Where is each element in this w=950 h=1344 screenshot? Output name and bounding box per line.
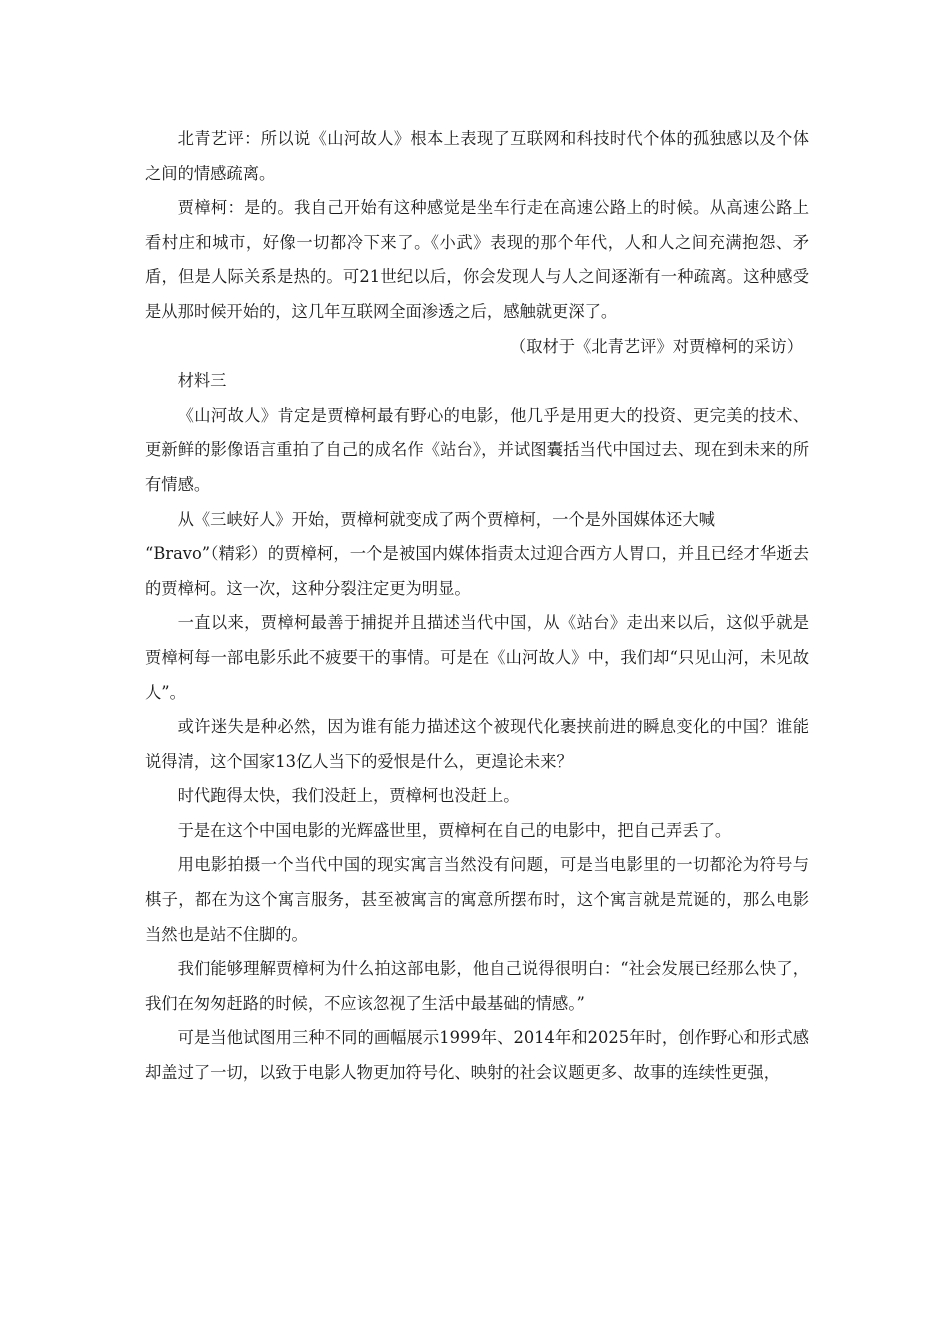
body-paragraph: 《山河故人》肯定是贾樟柯最有野心的电影，他几乎是用更大的投资、更完美的技术、更新鲜的影像语言重拍了自己的成名作《站台》，并试图囊括当代中国过去、现在到未来的所有情感。 (145, 405, 809, 494)
body-paragraph: 用电影拍摄一个当代中国的现实寓言当然没有问题，可是当电影里的一切都沦为符号与棋子，都在为这个寓言服务，甚至被寓言的寓意所摆布时，这个寓言就是荒诞的，那么电影当然也是站不住脚的。 (145, 855, 809, 944)
body-paragraph: 时代跑得太快，我们没赶上，贾樟柯也没赶上。 (177, 786, 520, 806)
source-citation: （取材于《北青艺评》对贾樟柯的采访） (509, 336, 803, 356)
body-paragraph: 从《三峡好人》开始，贾樟柯就变成了两个贾樟柯，一个是外国媒体还大喊 (177, 509, 715, 529)
interview-answer-paragraph: 贾樟柯：是的。我自己开始有这种感觉是坐车行走在高速公路上的时候。从高速公路上看村庄和城市，好像一切都冷下来了。《小武》表现的那个年代，人和人之间充满抱怨、矛盾，但是人际关系是热的。可21世纪以后，你会发现人与人之间逐渐有一种疏离。这种感受是从那时候开始的，这几年互联网全面渗透之后，感触就更深了。 (145, 198, 809, 321)
body-paragraph: 可是当他试图用三种不同的画幅展示1999年、2014年和2025年时，创作野心和形式感却盖过了一切，以致于电影人物更加符号化、映射的社会议题更多、故事的连续性更强， (145, 1028, 809, 1083)
interview-question-paragraph: 北青艺评：所以说《山河故人》根本上表现了互联网和科技时代个体的孤独感以及个体之间的情感疏离。 (145, 129, 809, 183)
body-paragraph-continued: “Bravo”（精彩）的贾樟柯，一个是被国内媒体指责太过迎合西方人胃口，并且已经才华逝去的贾樟柯。这一次，这种分裂注定更为明显。 (145, 544, 809, 598)
section-heading: 材料三 (177, 371, 227, 391)
body-paragraph: 于是在这个中国电影的光辉盛世里，贾樟柯在自己的电影中，把自己弄丢了。 (177, 820, 732, 840)
body-paragraph: 或许迷失是种必然，因为谁有能力描述这个被现代化裹挟前进的瞬息变化的中国？谁能说得清，这个国家13亿人当下的爱恨是什么，更遑论未来？ (145, 717, 809, 771)
body-paragraph: 我们能够理解贾樟柯为什么拍这部电影，他自己说得很明白：“社会发展已经那么快了，我们在匆匆赶路的时候，不应该忽视了生活中最基础的情感。” (145, 959, 809, 1013)
body-paragraph: 一直以来，贾樟柯最善于捕捉并且描述当代中国，从《站台》走出来以后，这似乎就是贾樟柯每一部电影乐此不疲要干的事情。可是在《山河故人》中，我们却“只见山河，未见故人”。 (145, 613, 809, 702)
document-page (145, 122, 809, 1091)
